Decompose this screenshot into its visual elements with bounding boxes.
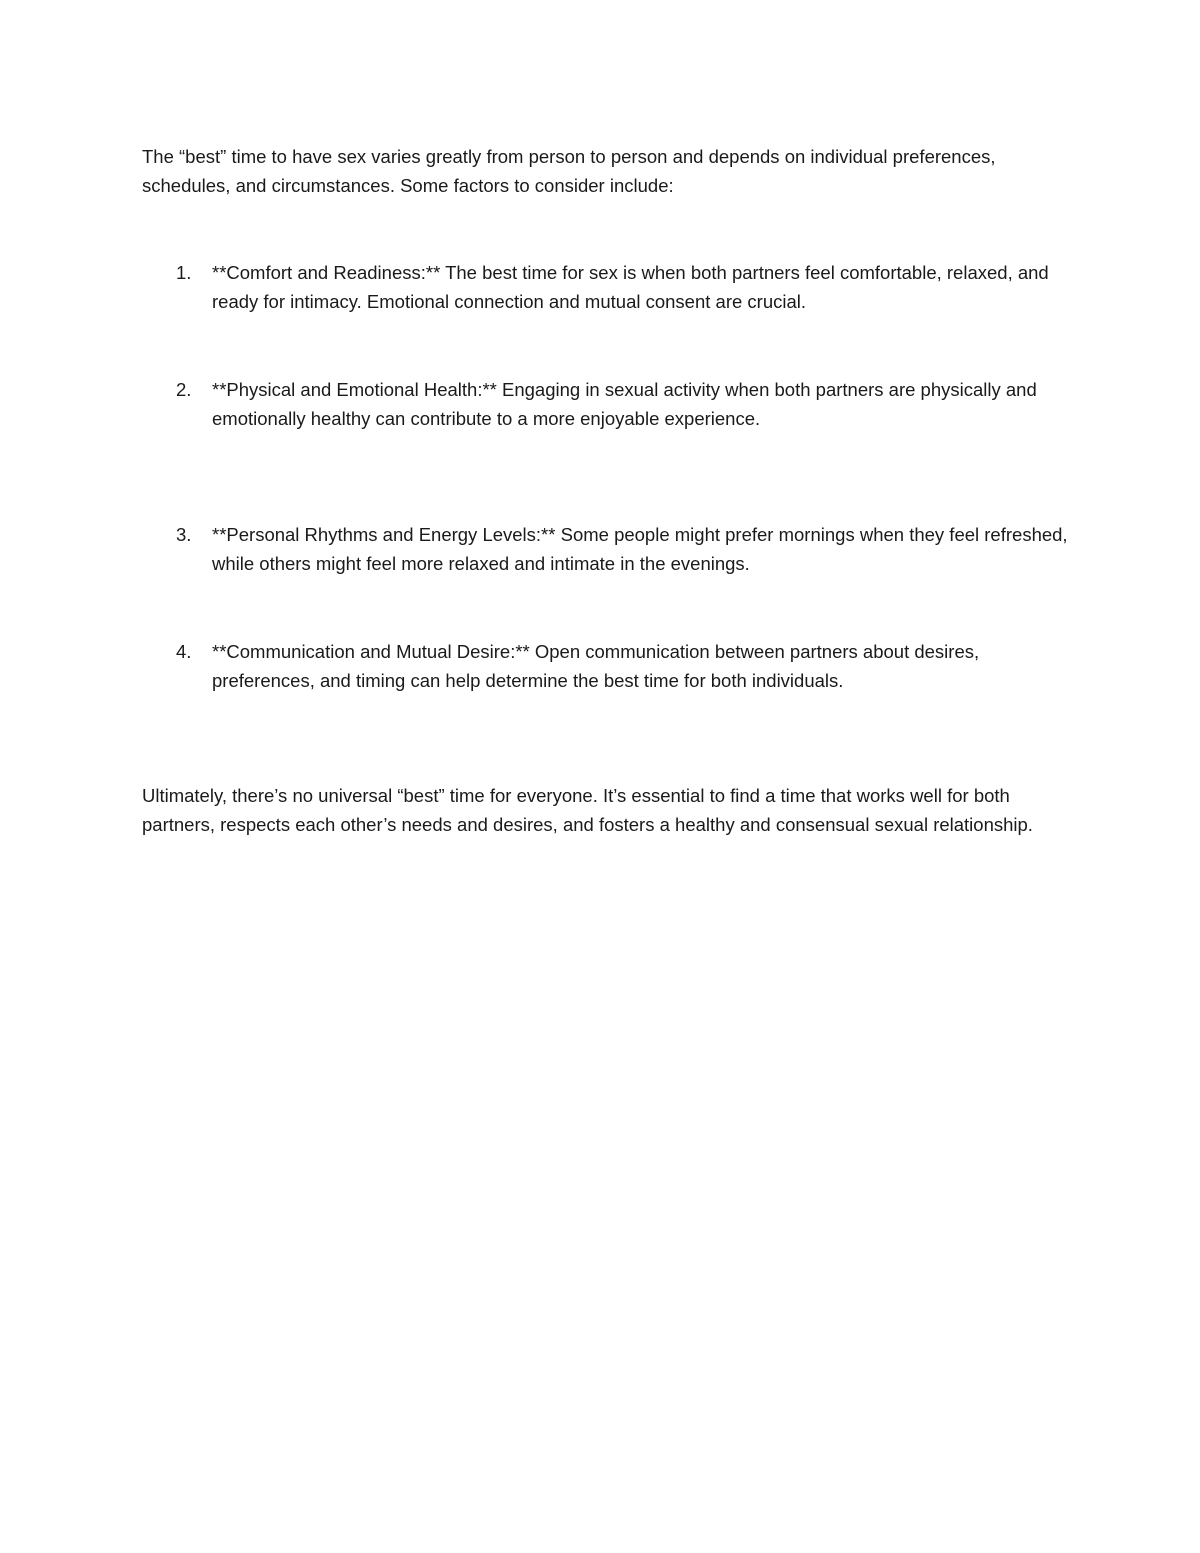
list-item-4 <box>176 637 1076 695</box>
list-number: 4. <box>176 641 192 662</box>
list-text: **Communication and Mutual Desire:** Open communication between partners about desires, preferences, and timing can help determine the best time for both individuals. <box>212 641 980 691</box>
intro-paragraph: The “best” time to have sex varies greatly from person to person and depends on individual preferences, schedules, and circumstances. Some factors to consider include: <box>142 146 996 196</box>
list-text: **Physical and Emotional Health:** Engaging in sexual activity when both partners are physically and emotionally healthy can contribute to a more enjoyable experience. <box>212 379 1037 429</box>
conclusion-paragraph: Ultimately, there’s no universal “best” time for everyone. It’s essential to find a time that works well for both partners, respects each other’s needs and desires, and fosters a healthy and consensual sexual relationship. <box>142 785 1033 835</box>
list-text: **Comfort and Readiness:** The best time for sex is when both partners feel comfortable, relaxed, and ready for intimacy. Emotional connection and mutual consent are crucial. <box>212 262 1049 312</box>
list-text: **Personal Rhythms and Energy Levels:** Some people might prefer mornings when they feel refreshed, while others might feel more relaxed and intimate in the evenings. <box>212 524 1068 574</box>
list-item-1 <box>176 258 1076 316</box>
list-item-2 <box>176 375 1076 433</box>
list-number: 2. <box>176 379 192 400</box>
list-item-3 <box>176 520 1076 578</box>
list-number: 1. <box>176 262 192 283</box>
list-number: 3. <box>176 524 192 545</box>
